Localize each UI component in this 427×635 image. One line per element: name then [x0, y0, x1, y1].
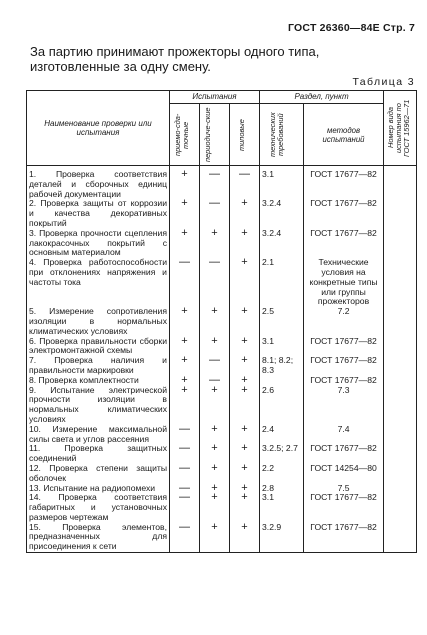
gost15962-number: [384, 484, 417, 494]
acceptance-mark: —: [170, 464, 200, 484]
tech-req-section: 3.2.9: [260, 523, 304, 553]
acceptance-mark: —: [170, 444, 200, 464]
tech-req-section: 3.2.5; 2.7: [260, 444, 304, 464]
test-method: 7.3: [304, 386, 384, 425]
tech-req-section: 2.2: [260, 464, 304, 484]
col-header-periodic-text: периодиче-ские: [202, 107, 212, 162]
table-row: [27, 493, 417, 522]
periodic-mark: —: [200, 258, 230, 307]
test-method: ГОСТ 17677—82: [304, 444, 384, 464]
periodic-mark: +: [200, 229, 230, 258]
col-header-type: [230, 104, 260, 166]
tech-req-section: 8.1; 8.2; 8.3: [260, 356, 304, 376]
table-row: [27, 258, 417, 307]
type-mark: +: [230, 523, 260, 553]
test-method: 7.4: [304, 425, 384, 445]
test-name: 5. Измерение сопротивления изоляции в нормальных климатических условиях: [27, 307, 170, 336]
test-method: ГОСТ 17677—82: [304, 170, 384, 199]
periodic-mark: —: [200, 199, 230, 228]
acceptance-mark: +: [170, 307, 200, 336]
type-mark: +: [230, 493, 260, 522]
table-row: [27, 170, 417, 199]
table-row: [27, 386, 417, 425]
gost15962-number: [384, 523, 417, 553]
type-mark: +: [230, 376, 260, 386]
gost15962-number: [384, 170, 417, 199]
periodic-mark: +: [200, 493, 230, 522]
test-method: ГОСТ 17677—82: [304, 229, 384, 258]
page-header: ГОСТ 26360—84Е Стр. 7: [288, 22, 415, 34]
acceptance-mark: —: [170, 484, 200, 494]
col-header-acceptance: [170, 104, 200, 166]
test-method: ГОСТ 17677—82: [304, 337, 384, 357]
test-name: 3. Проверка прочности сцепления лакокрасочных покрытий с основным материалом: [27, 229, 170, 258]
test-method: ГОСТ 17677—82: [304, 493, 384, 522]
table-label: Таблица 3: [352, 76, 415, 88]
col-header-section-text: Раздел, пункт: [294, 92, 349, 101]
gost15962-number: [384, 464, 417, 484]
tech-req-section: 3.2.4: [260, 199, 304, 228]
table-row: [27, 229, 417, 258]
test-name: 7. Проверка наличия и правильности маркировки: [27, 356, 170, 376]
acceptance-mark: +: [170, 356, 200, 376]
intro-paragraph: За партию принимают прожекторы одного типа, изготовленные за одну смену.: [30, 44, 320, 74]
test-name: 15. Проверка элементов, предназначенных для присоединения к сети: [27, 523, 170, 553]
periodic-mark: +: [200, 307, 230, 336]
test-method: ГОСТ 17677—82: [304, 356, 384, 376]
type-mark: +: [230, 229, 260, 258]
col-header-acceptance-text: приемо-сда-точные: [172, 113, 190, 156]
table-row: [27, 307, 417, 336]
tech-req-section: 3.1: [260, 170, 304, 199]
test-method: ГОСТ 17677—82: [304, 376, 384, 386]
col-header-name-text: Наименование проверки или испытания: [44, 119, 152, 137]
periodic-mark: +: [200, 444, 230, 464]
test-method: ГОСТ 14254—80: [304, 464, 384, 484]
gost15962-number: [384, 444, 417, 464]
type-mark: +: [230, 307, 260, 336]
type-mark: +: [230, 356, 260, 376]
gost15962-number: [384, 376, 417, 386]
type-mark: +: [230, 258, 260, 307]
tech-req-section: 3.2.4: [260, 229, 304, 258]
periodic-mark: +: [200, 484, 230, 494]
test-name: 2. Проверка защиты от коррозии и качества декоративных покрытий: [27, 199, 170, 228]
tech-req-section: 3.1: [260, 337, 304, 357]
test-name: 10. Измерение максимальной силы света и углов рассеяния: [27, 425, 170, 445]
acceptance-mark: +: [170, 199, 200, 228]
acceptance-mark: —: [170, 523, 200, 553]
type-mark: +: [230, 444, 260, 464]
table-row: [27, 199, 417, 228]
gost15962-number: [384, 337, 417, 357]
type-mark: +: [230, 484, 260, 494]
col-header-name: [27, 91, 170, 166]
periodic-mark: —: [200, 170, 230, 199]
periodic-mark: +: [200, 523, 230, 553]
periodic-mark: +: [200, 464, 230, 484]
acceptance-mark: +: [170, 229, 200, 258]
test-method: 7.2: [304, 307, 384, 336]
acceptance-mark: —: [170, 493, 200, 522]
tech-req-section: 3.1: [260, 493, 304, 522]
table-row: [27, 444, 417, 464]
type-mark: +: [230, 199, 260, 228]
test-name: 4. Проверка работоспособности при отклонениях напряжения и частоты тока: [27, 258, 170, 307]
col-header-tests: [170, 91, 260, 104]
tech-req-section: 2.4: [260, 425, 304, 445]
acceptance-mark: +: [170, 170, 200, 199]
test-method: Технические условия на конкретные типы или группы прожекторов: [304, 258, 384, 307]
col-header-methods: [304, 104, 384, 166]
tech-req-section: 2.5: [260, 307, 304, 336]
test-name: 1. Проверка соответствия деталей и сборочных единиц рабочей документации: [27, 170, 170, 199]
tech-req-section: 2.1: [260, 258, 304, 307]
col-header-tech-req: [260, 104, 304, 166]
gost15962-number: [384, 258, 417, 307]
type-mark: +: [230, 464, 260, 484]
test-name: 8. Проверка комплектности: [27, 376, 170, 386]
periodic-mark: —: [200, 356, 230, 376]
test-name: 13. Испытание на радиопомехи: [27, 484, 170, 494]
acceptance-mark: —: [170, 258, 200, 307]
table-row: [27, 356, 417, 376]
test-name: 12. Проверка степени защиты оболочек: [27, 464, 170, 484]
gost15962-number: [384, 356, 417, 376]
table-row: [27, 425, 417, 445]
col-header-tech-req-text: технических требований: [267, 112, 285, 157]
test-name: 11. Проверка защитных соединений: [27, 444, 170, 464]
col-header-type-text: типовые: [236, 118, 246, 151]
periodic-mark: —: [200, 376, 230, 386]
gost15962-number: [384, 425, 417, 445]
table-row: [27, 337, 417, 357]
periodic-mark: +: [200, 337, 230, 357]
acceptance-mark: +: [170, 386, 200, 425]
tech-req-section: 2.8: [260, 484, 304, 494]
type-mark: +: [230, 425, 260, 445]
test-name: 9. Испытание электрической прочности изоляции в нормальных климатических условиях: [27, 386, 170, 425]
type-mark: +: [230, 337, 260, 357]
test-method: 7.5: [304, 484, 384, 494]
table-row: [27, 523, 417, 553]
col-header-tests-text: Испытания: [192, 92, 237, 101]
test-method: ГОСТ 17677—82: [304, 199, 384, 228]
acceptance-mark: —: [170, 425, 200, 445]
tech-req-section: 2.6: [260, 386, 304, 425]
gost15962-number: [384, 199, 417, 228]
test-name: 6. Проверка правильности сборки электромонтажной схемы: [27, 337, 170, 357]
acceptance-mark: +: [170, 376, 200, 386]
type-mark: —: [230, 170, 260, 199]
table-row: [27, 464, 417, 484]
test-method: ГОСТ 17677—82: [304, 523, 384, 553]
gost15962-number: [384, 493, 417, 522]
periodic-mark: +: [200, 386, 230, 425]
col-header-gost15962-text: Номер вида испытания по ГОСТ 15962—71: [386, 99, 412, 157]
gost15962-number: [384, 307, 417, 336]
gost15962-number: [384, 386, 417, 425]
gost15962-number: [384, 229, 417, 258]
periodic-mark: +: [200, 425, 230, 445]
col-header-section: [260, 91, 384, 104]
col-header-methods-text: методов испытаний: [322, 125, 365, 144]
type-mark: +: [230, 386, 260, 425]
tests-table: [26, 90, 417, 553]
test-name: 14. Проверка соответствия габаритных и установочных размеров чертежам: [27, 493, 170, 522]
col-header-periodic: [200, 104, 230, 166]
acceptance-mark: +: [170, 337, 200, 357]
col-header-gost15962: [384, 91, 417, 166]
